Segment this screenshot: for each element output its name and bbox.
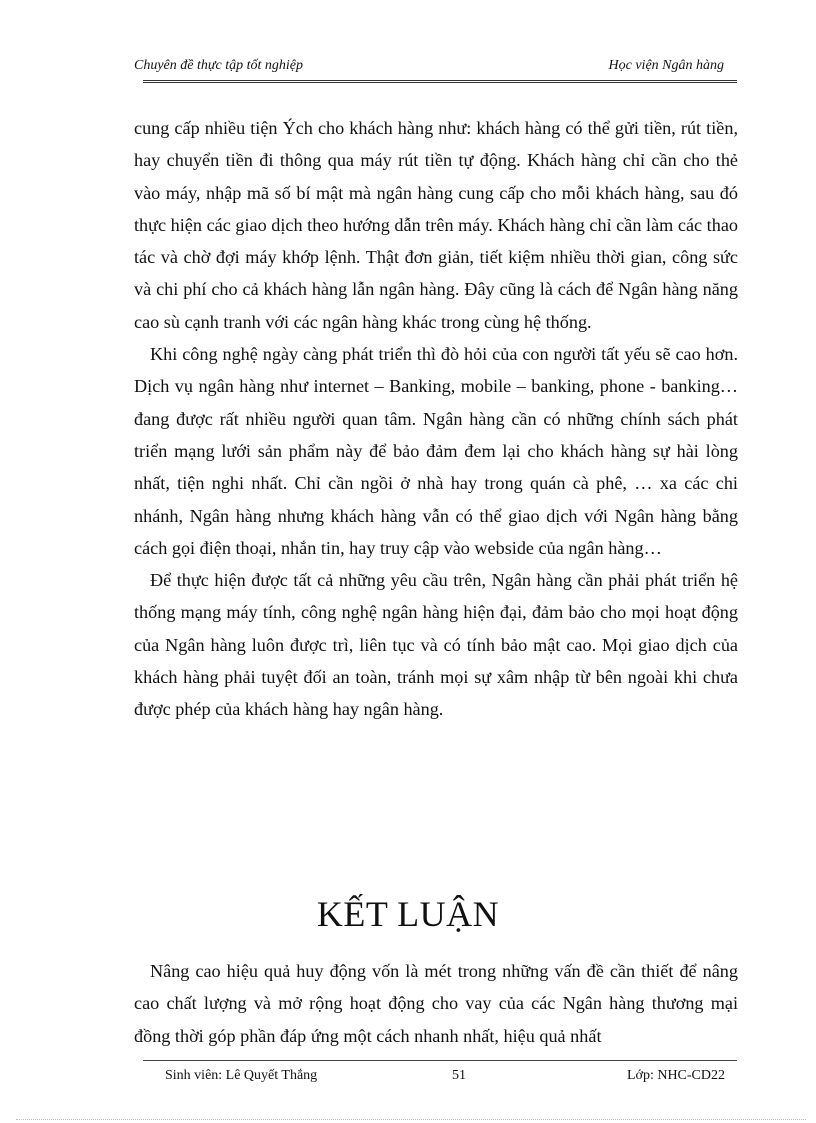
body-paragraph: Để thực hiện được tất cả những yêu cầu trên, Ngân hàng cần phải phát triển hệ thống mạng máy tính, công nghệ ngân hàng hiện đại, đảm bảo cho mọi hoạt động của Ngân hàng luôn được trì, liên tục và có tính bảo mật cao. Mọi giao dịch của khách hàng phải tuyệt đối an toàn, tránh mọi sự xâm nhập từ bên ngoài khi chưa được phép của khách hàng hay ngân hàng. — [134, 570, 738, 720]
conclusion-heading: KẾT LUẬN — [316, 894, 500, 934]
footer-student-name: Sinh viên: Lê Quyết Thắng — [165, 1068, 318, 1083]
conclusion-paragraph: Nâng cao hiệu quả huy động vốn là mét trong những vấn đề cần thiết để nâng cao chất lượng và mở rộng hoạt động cho vay của các Ngân hàng thương mại đồng thời góp phần đáp ứng một cách nhanh nhất, hiệu quả nhất — [134, 961, 738, 1046]
page-boundary-dotted-line — [16, 1119, 806, 1120]
body-paragraph: Khi công nghệ ngày càng phát triển thì đò hỏi của con người tất yếu sẽ cao hơn. Dịch vụ ngân hàng như internet – Banking, mobile – banking, phone - banking… đang được rất nhiều người quan tâm. Ngân hàng cần có những chính sách phát triển mạng lưới sản phẩm này để bảo đảm đem lại cho khách hàng sự hài lòng nhất, tiện nghi nhất. Chỉ cần ngồi ở nhà hay trong quán cà phê, … xa các chi nhánh, Ngân hàng nhưng khách hàng vẫn có thể giao dịch với Ngân hàng bằng cách gọi điện thoại, nhắn tin, hay truy cập vào webside của ngân hàng… — [134, 344, 738, 558]
body-text — [134, 112, 738, 726]
footer-class: Lớp: NHC-CD22 — [626, 1068, 725, 1083]
body-paragraph: cung cấp nhiều tiện Ých cho khách hàng như: khách hàng có thể gửi tiền, rút tiền, hay chuyển tiền đi thông qua máy rút tiền tự động. Khách hàng chỉ cần cho thẻ vào máy, nhập mã số bí mật mà ngân hàng cung cấp cho mỗi khách hàng, sau đó thực hiện các giao dịch theo hướng dẫn trên máy. Khách hàng chỉ cần làm các thao tác và chờ đợi máy khớp lệnh. Thật đơn giản, tiết kiệm nhiều thời gian, công sức và chi phí cho cả khách hàng lẫn ngân hàng. Đây cũng là cách để Ngân hàng năng cao sù cạnh tranh với các ngân hàng khác trong cùng hệ thống. — [134, 118, 738, 332]
header-double-rule — [143, 80, 737, 83]
header-document-title: Chuyên đề thực tập tốt nghiệp — [134, 58, 303, 73]
footer-page-number: 51 — [452, 1068, 466, 1083]
conclusion-text — [134, 955, 738, 1052]
header-institution: Học viện Ngân hàng — [608, 58, 724, 73]
footer-rule — [143, 1060, 737, 1061]
page-header — [134, 58, 736, 78]
